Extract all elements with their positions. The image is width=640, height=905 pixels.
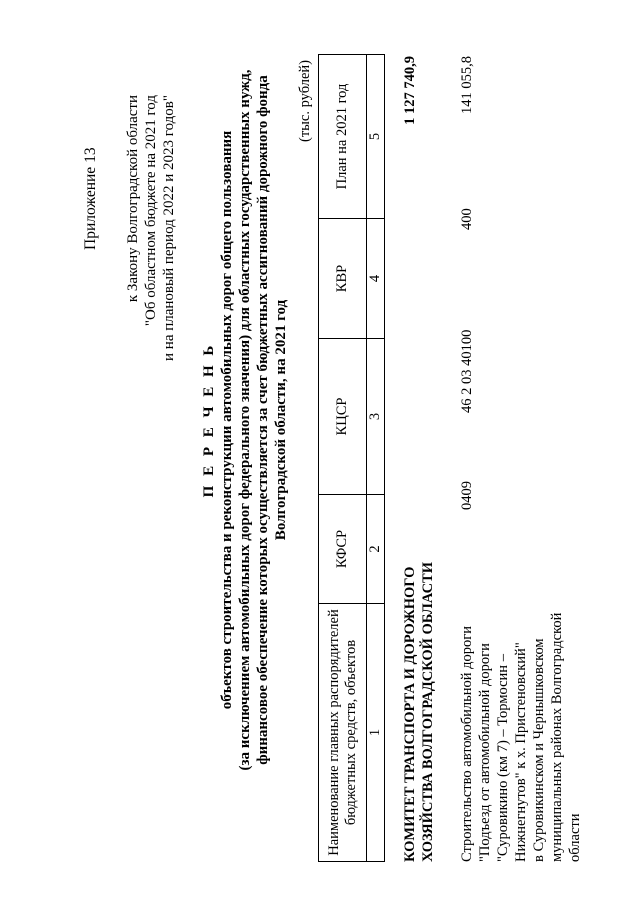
objects-table [318,54,385,862]
column-number-row [367,55,385,862]
object-name-line-2: "Подъезд от автомобильной дороги [477,643,493,862]
title-heading: П Е Р Е Ч Е Н Ь [201,342,217,498]
object-name-line-7: области [567,813,583,862]
title-line-4: Волгоградской области, на 2021 год [273,299,289,541]
committee-name-line-2: ХОЗЯЙСТВА ВОЛГОГРАДСКОЙ ОБЛАСТИ [420,562,436,862]
column-number-2: 2 [367,495,385,604]
object-name-line-3: "Суровикино (км 7) – Тормосин – [495,654,511,862]
title-line-2: (за исключением автомобильных дорог федерального значения) для областных государственных нужд, [237,69,253,771]
object-kcsr: 46 2 03 40100 [459,329,475,413]
law-reference-line-3: и на плановый период 2022 и 2023 годов" [161,95,177,361]
object-kfsr: 0409 [459,481,475,510]
column-number-4: 4 [367,219,385,339]
object-name [458,613,584,862]
column-number-1: 1 [367,604,385,862]
header-kcsr: КЦСР [319,339,367,495]
table-header-row [319,55,367,862]
committee-plan-value: 1 127 740,9 [402,56,418,125]
law-reference [124,95,178,361]
committee-name-line-1: КОМИТЕТ ТРАНСПОРТА И ДОРОЖНОГО [402,566,418,862]
header-kfsr: КФСР [319,495,367,604]
appendix-label: Приложение 13 [82,147,99,250]
column-number-3: 3 [367,339,385,495]
document-title [200,25,290,815]
title-line-1: объектов строительства и реконструкции автомобильных дорог общего пользования [219,130,235,710]
header-name-line-1: Наименование главных распорядителей [325,609,342,856]
committee-name [401,562,437,862]
object-name-line-5: в Суровикинском и Чернышковском [531,638,547,862]
law-reference-line-1: к Закону Волгоградской области [125,95,141,303]
title-line-3: финансовое обеспечение которых осуществляется за счет бюджетных ассигнований дорожного фонда [255,75,271,765]
header-kvr: КВР [319,219,367,339]
law-reference-line-2: "Об областном бюджете на 2021 год [143,95,159,327]
object-name-line-4: Нижнегнутов" к х. Пристеновский" [513,642,529,862]
header-plan: План на 2021 год [319,55,367,219]
units-label: (тыс. рублей) [297,60,313,142]
object-name-line-6: муниципальных районах Волгоградской [549,612,565,862]
object-kvr: 400 [459,208,475,230]
header-name [319,604,367,862]
column-number-5: 5 [367,55,385,219]
object-plan-value: 141 055,8 [459,56,475,114]
object-name-line-1: Строительство автомобильной дороги [459,626,475,862]
header-name-line-2: бюджетных средств, объектов [342,639,359,826]
